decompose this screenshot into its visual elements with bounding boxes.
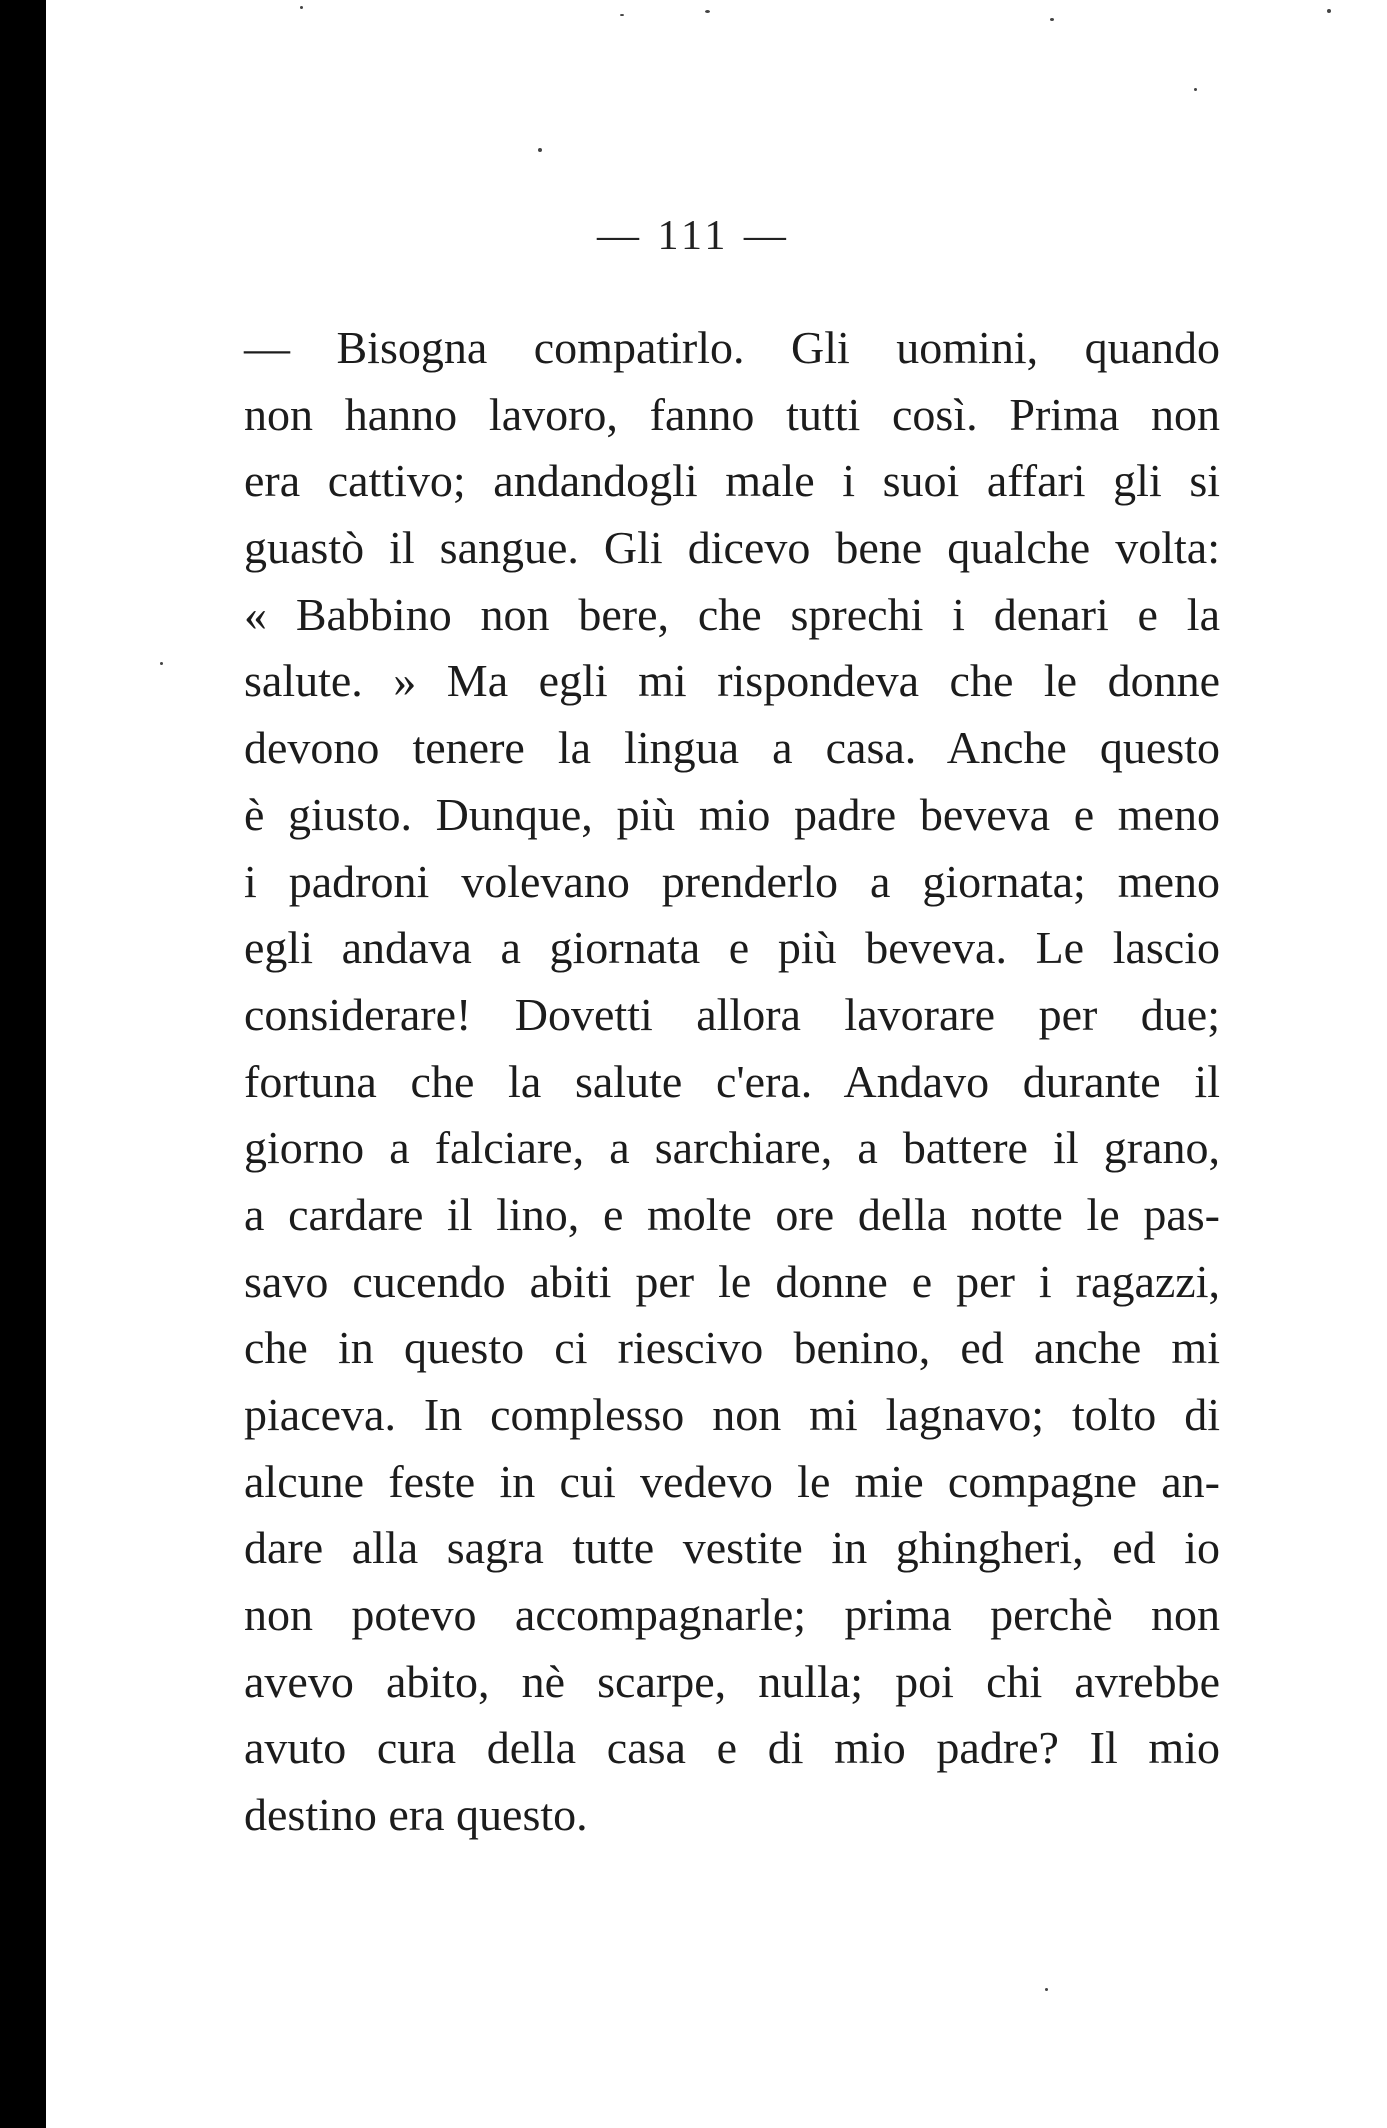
text-line: egli andava a giornata e più beveva. Le lascio <box>244 922 1220 974</box>
text-line: guastò il sangue. Gli dicevo bene qualche volta: <box>244 522 1220 574</box>
text-line: devono tenere la lingua a casa. Anche questo <box>244 722 1220 774</box>
text-line: « Babbino non bere, che sprechi i denari e la <box>244 588 1220 640</box>
scan-speck <box>705 10 710 13</box>
text-line: avuto cura della casa e di mio padre? Il mio <box>244 1722 1220 1774</box>
text-line: era cattivo; andandogli male i suoi affari gli si <box>244 455 1220 507</box>
body-text <box>244 315 1220 1849</box>
text-line: che in questo ci riescivo benino, ed anche mi <box>244 1322 1220 1374</box>
text-line: salute. » Ma egli mi rispondeva che le donne <box>244 655 1220 707</box>
text-line: fortuna che la salute c'era. Andavo durante il <box>244 1055 1220 1107</box>
text-line: savo cucendo abiti per le donne e per i ragazzi, <box>244 1255 1220 1307</box>
text-line: piaceva. In complesso non mi lagnavo; tolto di <box>244 1389 1220 1440</box>
text-line: giorno a falciare, a sarchiare, a battere il grano, <box>244 1122 1220 1174</box>
scan-speck <box>160 662 163 665</box>
scan-speck <box>1194 88 1197 91</box>
text-line: — Bisogna compatirlo. Gli uomini, quando <box>244 322 1220 373</box>
scan-speck <box>538 148 542 152</box>
scan-speck <box>300 6 303 9</box>
text-line: avevo abito, nè scarpe, nulla; poi chi avrebbe <box>244 1655 1220 1707</box>
scan-binding-edge <box>0 0 46 2128</box>
text-line: i padroni volevano prenderlo a giornata; meno <box>244 855 1220 907</box>
text-line: a cardare il lino, e molte ore della notte le pas- <box>244 1188 1220 1240</box>
text-line: non hanno lavoro, fanno tutti così. Prima non <box>244 388 1220 440</box>
scan-speck <box>1045 1988 1048 1991</box>
text-line-last: destino era questo. <box>244 1789 588 1841</box>
scan-speck <box>1327 9 1331 13</box>
scan-speck <box>1050 18 1054 21</box>
text-line: è giusto. Dunque, più mio padre beveva e meno <box>244 788 1220 840</box>
scan-speck <box>620 14 624 16</box>
text-line: dare alla sagra tutte vestite in ghingheri, ed io <box>244 1522 1220 1574</box>
text-line: non potevo accompagnarle; prima perchè non <box>244 1589 1220 1641</box>
page-number: — 111 — <box>597 213 790 259</box>
text-line: considerare! Dovetti allora lavorare per due; <box>244 988 1220 1040</box>
text-line: alcune feste in cui vedevo le mie compagne an- <box>244 1455 1220 1507</box>
